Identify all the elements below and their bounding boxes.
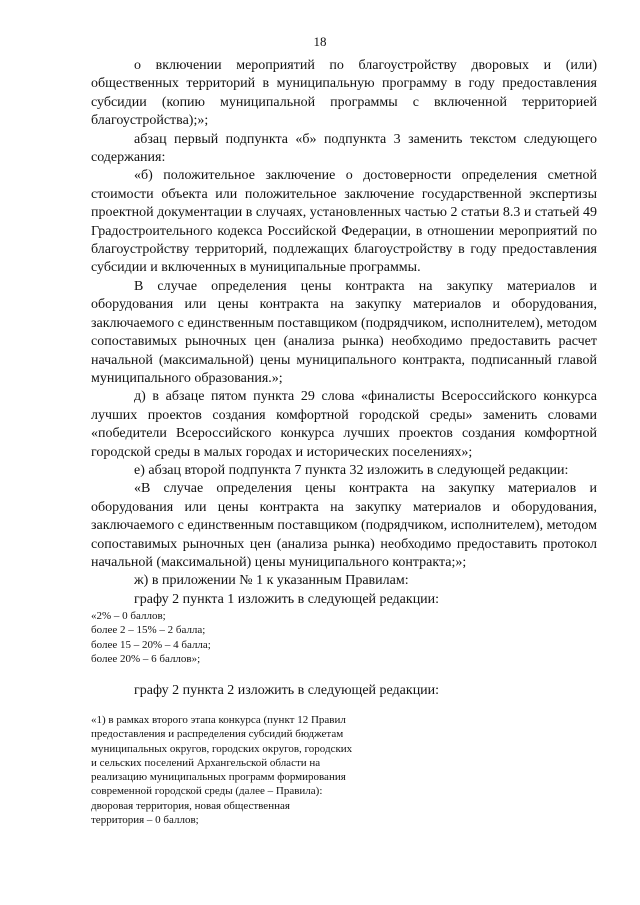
paragraph: абзац первый подпункта «б» подпункта 3 заменить текстом следующего содержания: xyxy=(91,131,597,166)
document-body xyxy=(91,57,597,609)
paragraph: графу 2 пункта 1 изложить в следующей редакции: xyxy=(134,591,440,607)
score-line: современной городской среды (далее – Правила): xyxy=(91,785,323,798)
score-line: территория – 0 баллов; xyxy=(91,814,199,827)
paragraph: В случае определения цены контракта на закупку материалов и оборудования или цены контракта на закупку материалов и оборудования, заключаемого с единственным поставщиком (подрядчиком, исполнителем), методом сопоставимых рыночных цен (анализа рынка) необходимо предоставить расчет начальной (максимальной) цены муниципального контракта, подписанный главой муниципального образования.»; xyxy=(91,278,597,386)
score-list-1 xyxy=(91,609,411,666)
page-number: 18 xyxy=(313,34,327,49)
score-line: предоставления и распределения субсидий бюджетам xyxy=(91,728,344,741)
score-line: более 2 – 15% – 2 балла; xyxy=(91,624,206,637)
paragraph: ж) в приложении № 1 к указанным Правилам: xyxy=(134,573,409,589)
score-line: более 20% – 6 баллов»; xyxy=(91,652,201,665)
score-list-2 xyxy=(91,713,411,827)
paragraph: е) абзац второй подпункта 7 пункта 32 изложить в следующей редакции: xyxy=(134,462,569,478)
paragraph: «б) положительное заключение о достоверности определения сметной стоимости объекта или положительное заключение государственной экспертизы проектной документации в случаях, установленных частью 2 статьи 8.3 и статьей 49 Градостроительного кодекса Российской Федерации, в отношении мероприятий по благоустройству территорий, подлежащих благоустройству в году предоставления субсидии и включенных в муниципальные программы. xyxy=(91,168,597,276)
score-line: и сельских поселений Архангельской области на xyxy=(91,756,321,769)
score-line: реализацию муниципальных программ формирования xyxy=(91,771,346,784)
score-line: более 15 – 20% – 4 балла; xyxy=(91,638,211,651)
sub-heading: графу 2 пункта 2 изложить в следующей редакции: xyxy=(134,683,440,698)
score-line: муниципальных округов, городских округов, городских xyxy=(91,742,353,755)
paragraph: «В случае определения цены контракта на закупку материалов и оборудования или цены контракта на закупку материалов и оборудования, заключаемого с единственным поставщиком (подрядчиком, исполнителем), методом сопоставимых рыночных цен (анализа рынка) необходимо предоставить протокол начальной (максимальной) цены муниципального контракта;»; xyxy=(91,481,597,570)
paragraph: о включении мероприятий по благоустройству дворовых и (или) общественных территорий в муниципальную программу в году предоставления субсидии (копию муниципальной программы с включенной территорией благоустройства);»; xyxy=(91,58,597,129)
score-line: «1) в рамках второго этапа конкурса (пункт 12 Правил xyxy=(91,714,346,726)
paragraph: д) в абзаце пятом пункта 29 слова «финалисты Всероссийского конкурса лучших проектов создания комфортной городской среды» заменить словами «победители Всероссийского конкурса лучших проектов создания комфортной городской среды в малых городах и исторических поселениях»; xyxy=(91,389,597,460)
score-line: дворовая территория, новая общественная xyxy=(91,799,290,812)
score-line: «2% – 0 баллов; xyxy=(91,610,166,622)
